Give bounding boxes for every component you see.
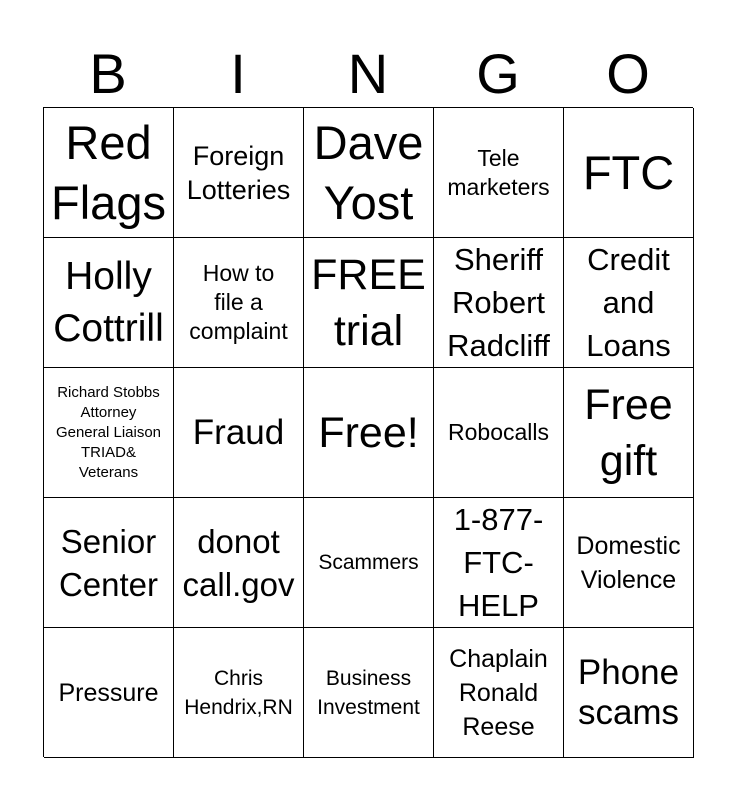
cell-text: 1-877- FTC- HELP [453, 502, 544, 623]
cell-text: Phone scams [577, 652, 680, 732]
cell-text: Chaplain Ronald Reese [449, 644, 548, 741]
bingo-cell[interactable] [434, 628, 564, 758]
cell-text: Pressure [58, 678, 159, 707]
cell-text: Chris Hendrix,RN [184, 666, 293, 719]
cell-text: FREE trial [311, 250, 426, 355]
bingo-cell[interactable] [434, 108, 564, 238]
cell-text: How to file a complaint [189, 260, 288, 344]
bingo-cell[interactable] [564, 368, 694, 498]
header-letter-b: B [89, 42, 127, 105]
bingo-cell[interactable] [304, 498, 434, 628]
bingo-cell[interactable] [44, 238, 174, 368]
bingo-cell[interactable] [434, 238, 564, 368]
cell-text: Fraud [192, 412, 285, 452]
header-letter-o: O [606, 42, 650, 105]
cell-text: Sheriff Robert Radcliff [447, 242, 550, 363]
bingo-cell[interactable] [44, 628, 174, 758]
bingo-cell[interactable] [174, 108, 304, 238]
cell-text: Domestic Violence [576, 531, 681, 594]
bingo-cell[interactable] [174, 498, 304, 628]
bingo-cell[interactable] [564, 498, 694, 628]
bingo-cell[interactable] [174, 238, 304, 368]
header-letter-n: N [347, 42, 389, 105]
cell-text: Red Flags [51, 115, 166, 229]
cell-text: Dave Yost [313, 115, 424, 229]
cell-text: Free! [318, 408, 419, 457]
bingo-cell[interactable] [44, 498, 174, 628]
cell-text: Free gift [584, 380, 673, 485]
bingo-cell[interactable] [434, 498, 564, 628]
cell-text: Foreign Lotteries [186, 140, 291, 205]
bingo-cell[interactable] [564, 238, 694, 368]
cell-text: Business Investment [317, 666, 420, 719]
cell-text: Holly Cottrill [53, 254, 164, 350]
cell-text: donot call.gov [182, 522, 295, 603]
bingo-cell[interactable] [304, 238, 434, 368]
header-letter-g: G [476, 42, 520, 105]
cell-text: FTC [582, 145, 675, 199]
bingo-cell[interactable] [304, 628, 434, 758]
bingo-cell[interactable] [304, 368, 434, 498]
bingo-cell[interactable] [434, 368, 564, 498]
cell-text: Scammers [318, 551, 419, 574]
bingo-card-grid [43, 107, 693, 757]
bingo-cell[interactable] [174, 628, 304, 758]
header-letter-i: I [230, 42, 246, 105]
cell-text: Senior Center [58, 522, 159, 603]
bingo-cell[interactable] [304, 108, 434, 238]
cell-text: Robocalls [448, 419, 549, 445]
bingo-cell[interactable] [174, 368, 304, 498]
bingo-cell[interactable] [564, 628, 694, 758]
bingo-cell[interactable] [44, 108, 174, 238]
bingo-header [43, 40, 693, 108]
bingo-cell[interactable] [564, 108, 694, 238]
cell-text: Tele marketers [447, 144, 550, 200]
cell-text: Richard Stobbs Attorney General Liaison TRIAD& Veterans [55, 383, 162, 481]
cell-text: Credit and Loans [586, 242, 671, 363]
bingo-cell[interactable] [44, 368, 174, 498]
